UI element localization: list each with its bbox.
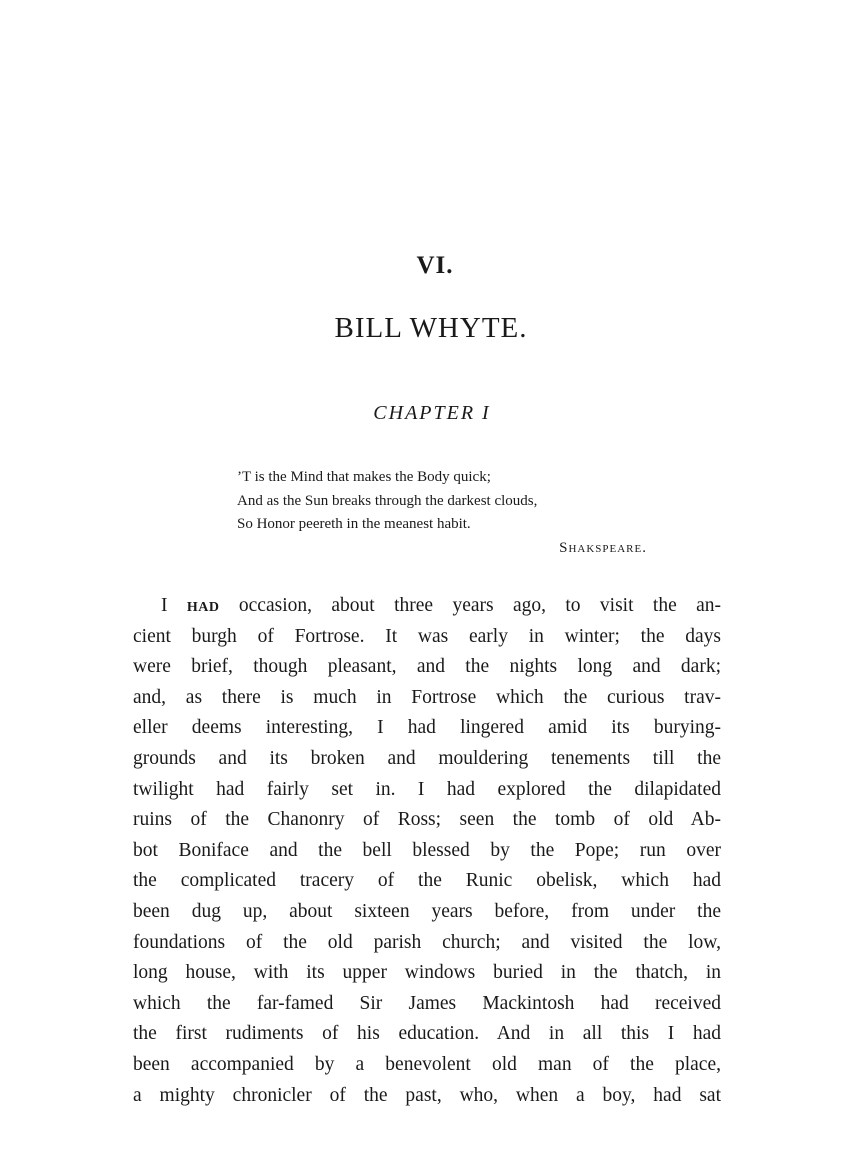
body-line: which the far-famed Sir James Mackintosh had received bbox=[133, 992, 721, 1014]
first-word: I bbox=[161, 595, 168, 616]
body-line: twilight had fairly set in. I had explored the dilapidated bbox=[133, 778, 721, 800]
epigraph-line: And as the Sun breaks through the darkest clouds, bbox=[237, 492, 538, 509]
section-number: VI. bbox=[416, 252, 454, 279]
body-line: been accompanied by a benevolent old man of the place, bbox=[133, 1053, 721, 1075]
epigraph-line: So Honor peereth in the meanest habit. bbox=[237, 516, 471, 532]
body-line: the complicated tracery of the Runic obelisk, which had bbox=[133, 870, 721, 892]
lead-small-caps: had bbox=[186, 595, 220, 616]
body-line: ruins of the Chanonry of Ross; seen the tomb of old Ab- bbox=[133, 809, 721, 831]
epigraph-line: ’T is the Mind that makes the Body quick; bbox=[237, 469, 491, 485]
story-title: BILL WHYTE. bbox=[334, 312, 528, 344]
body-line: long house, with its upper windows buried in the thatch, in bbox=[133, 962, 721, 984]
epigraph-attribution: Shakspeare. bbox=[559, 539, 647, 556]
body-line: and, as there is much in Fortrose which the curious trav- bbox=[133, 686, 721, 708]
chapter-heading: CHAPTER I bbox=[373, 402, 491, 424]
epigraph bbox=[237, 466, 647, 560]
body-line: cient burgh of Fortrose. It was early in winter; the days bbox=[133, 625, 721, 647]
body-line: a mighty chronicler of the past, who, when a boy, had sat bbox=[133, 1084, 721, 1106]
body-line: eller deems interesting, I had lingered amid its burying- bbox=[133, 717, 721, 739]
body-line: bot Boniface and the bell blessed by the Pope; run over bbox=[133, 839, 721, 861]
body-line: foundations of the old parish church; and visited the low, bbox=[133, 931, 721, 953]
body-line: were brief, though pleasant, and the nights long and dark; bbox=[133, 656, 721, 678]
body-line-first bbox=[133, 591, 721, 622]
body-text bbox=[133, 591, 721, 1111]
first-line-rest: occasion, about three years ago, to visit the an- bbox=[219, 595, 722, 616]
body-line: been dug up, about sixteen years before, from under the bbox=[133, 900, 721, 922]
body-line: grounds and its broken and mouldering tenements till the bbox=[133, 747, 721, 769]
body-line: the first rudiments of his education. And in all this I had bbox=[133, 1023, 721, 1045]
